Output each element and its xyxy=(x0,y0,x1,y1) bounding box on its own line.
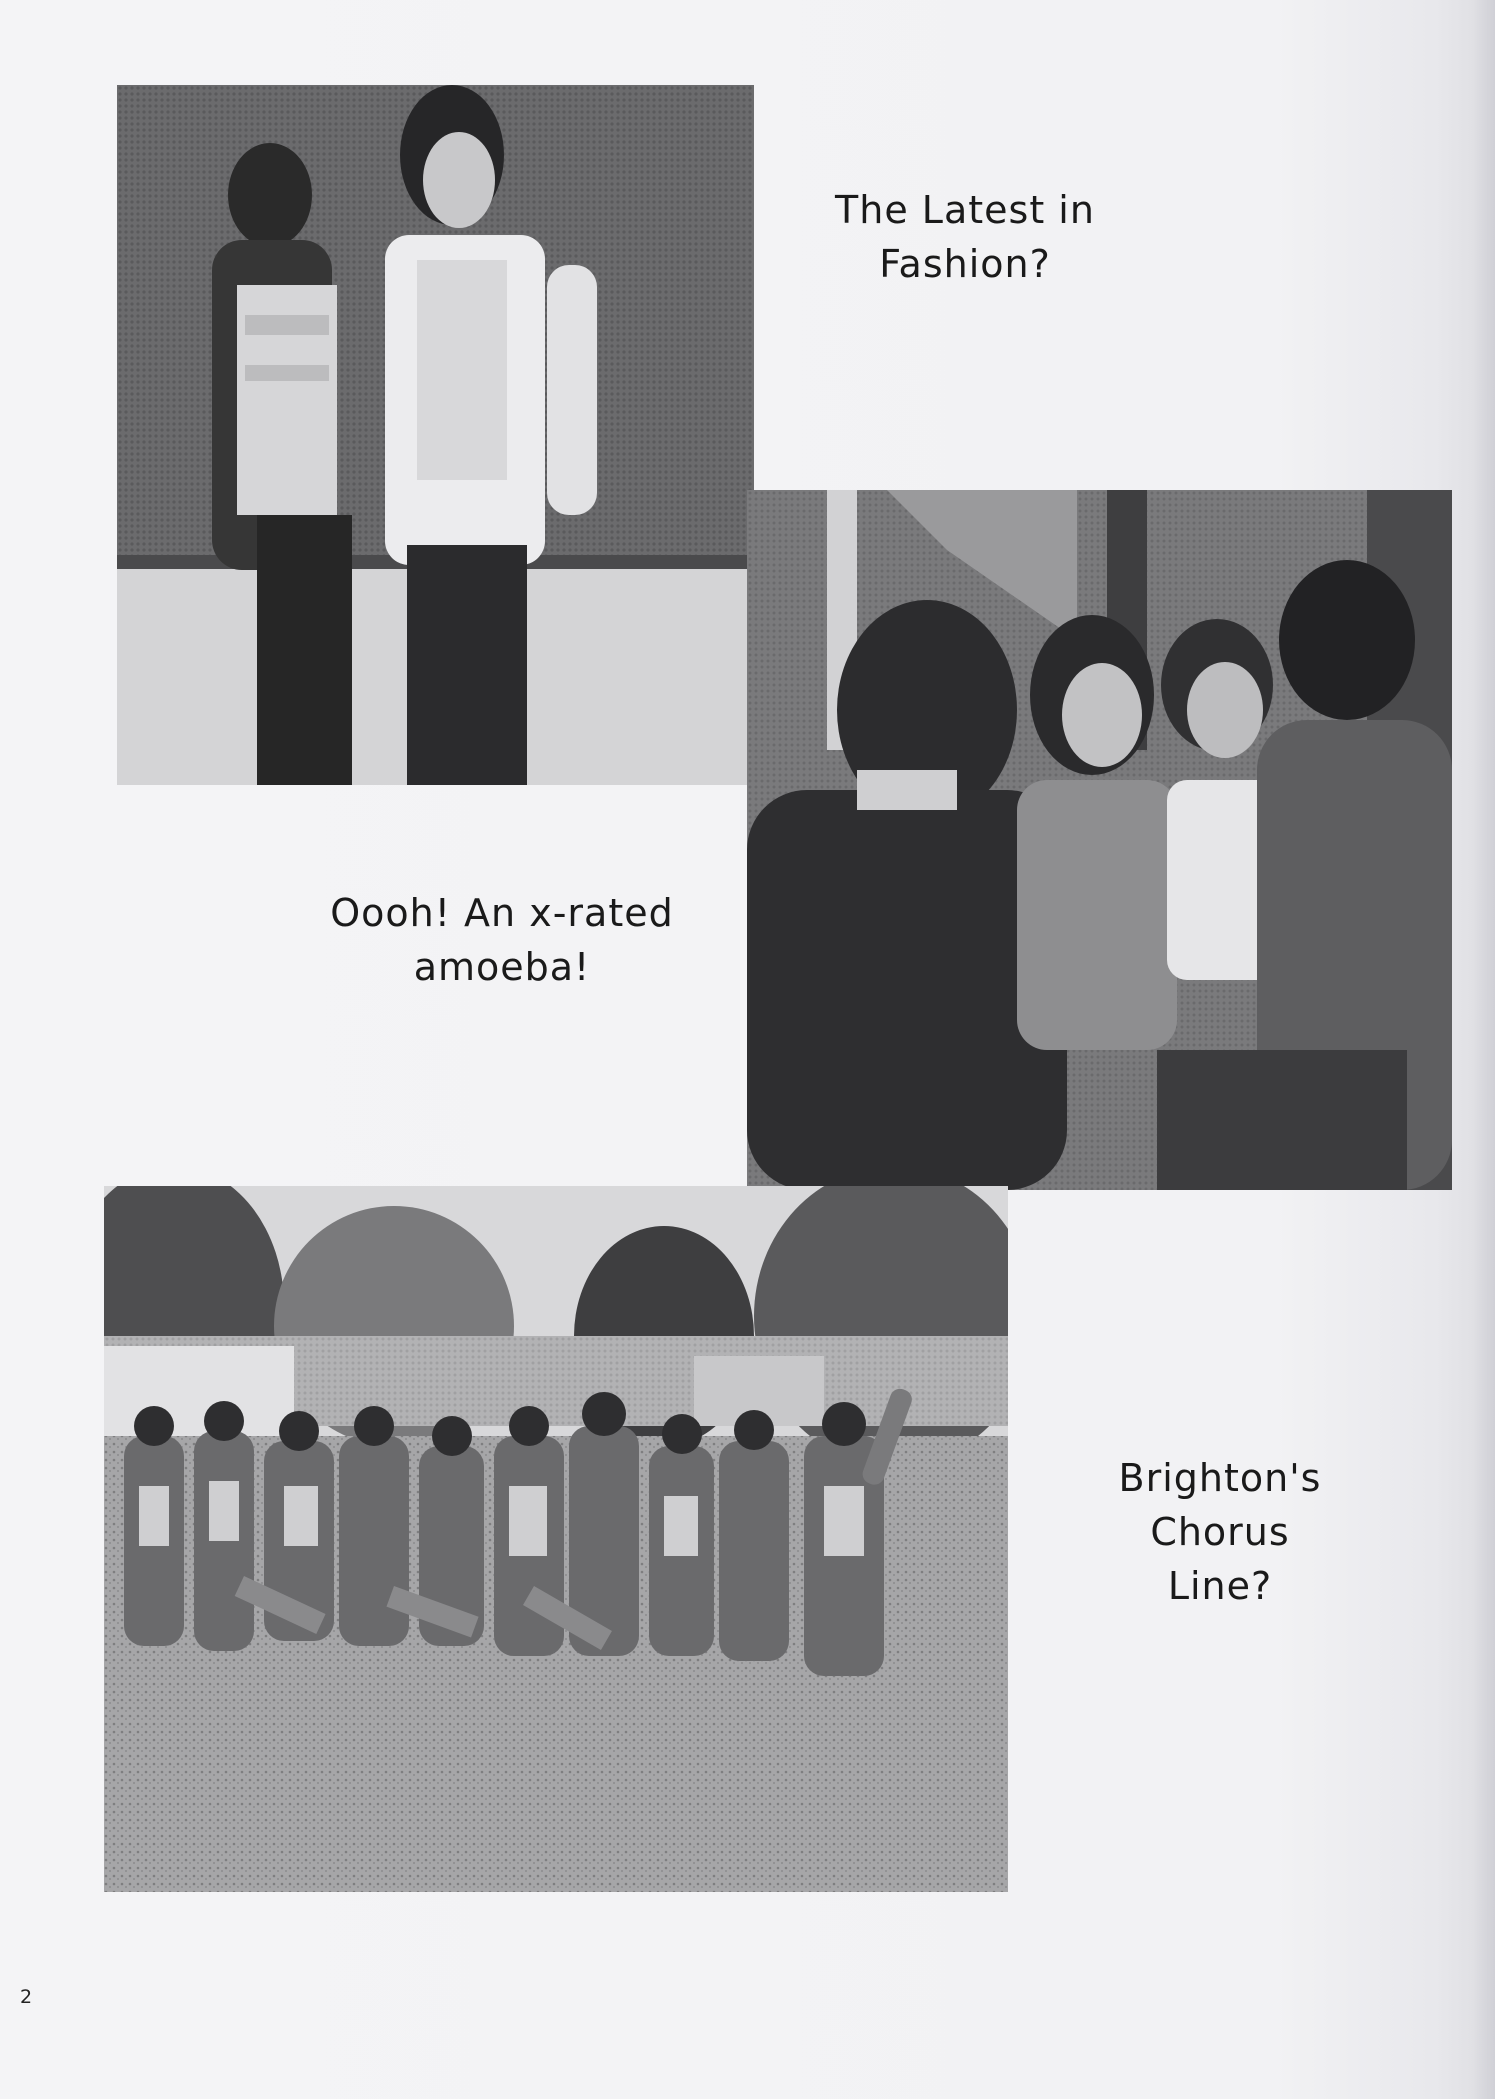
caption-fashion-line2: Fashion? xyxy=(879,242,1051,286)
page-edge-shadow xyxy=(1473,0,1495,2099)
caption-chorus-line3: Line? xyxy=(1167,1564,1273,1608)
caption-fashion-line1: The Latest in xyxy=(835,188,1095,232)
caption-chorus-line2: Chorus xyxy=(1150,1510,1290,1554)
caption-fashion xyxy=(782,183,1148,291)
photo-two-girls xyxy=(117,85,754,785)
caption-amoeba-line2: amoeba! xyxy=(413,945,591,989)
photo-chorus-line xyxy=(104,1186,1008,1892)
caption-chorus-line1: Brighton's xyxy=(1118,1456,1322,1500)
photo-group-indoors xyxy=(747,490,1452,1190)
page-number: 2 xyxy=(20,1986,33,2008)
caption-chorus xyxy=(1080,1451,1360,1613)
caption-amoeba xyxy=(282,886,722,994)
caption-amoeba-line1: Oooh! An x-rated xyxy=(330,891,674,935)
